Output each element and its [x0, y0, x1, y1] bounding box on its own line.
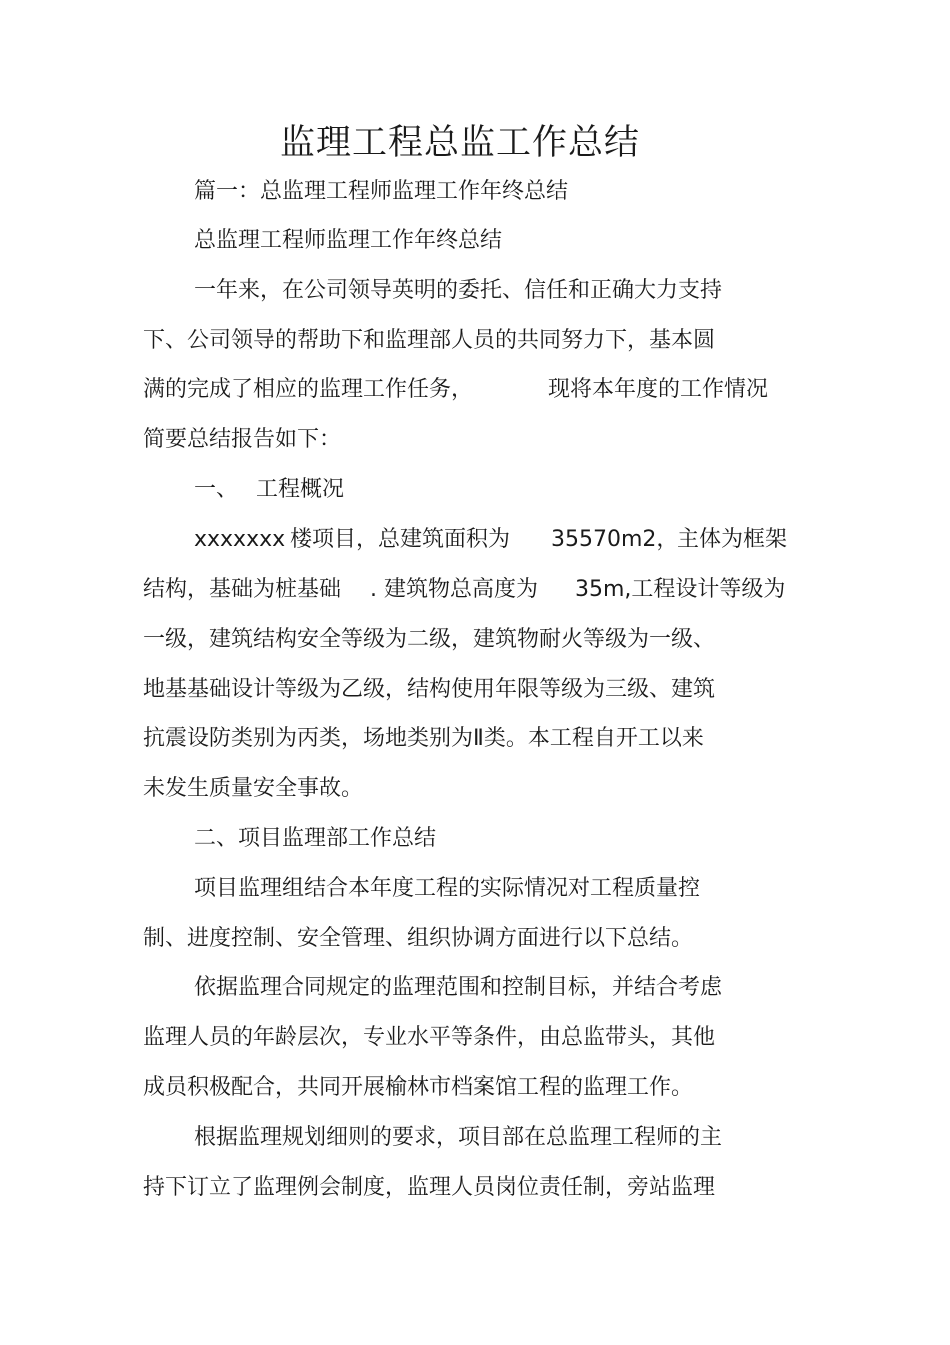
heading-line: 总监理工程师监理工作年终总结	[194, 228, 503, 253]
section-heading	[194, 474, 494, 506]
section-title: 工程概况	[256, 477, 345, 502]
paragraph-line: 地基基础设计等级为乙级，结构使用年限等级为三级、建筑	[143, 677, 716, 702]
paragraph-line: 依据监理合同规定的监理范围和控制目标，并结合考虑	[194, 975, 723, 1000]
text-segment: 现将本年度的工作情况	[548, 377, 769, 402]
text-segment: xxxxxxx	[194, 527, 286, 552]
paragraph-line: 项目监理组结合本年度工程的实际情况对工程质量控	[194, 876, 701, 901]
text-segment: 主体为框架	[677, 527, 788, 552]
paragraph-line: 下、公司领导的帮助下和监理部人员的共同努力下，基本圆	[143, 328, 716, 353]
paragraph-line: 持下订立了监理例会制度，监理人员岗位责任制，旁站监理	[143, 1175, 716, 1200]
paragraph-line: 监理人员的年龄层次，专业水平等条件，由总监带头，其他	[143, 1025, 716, 1050]
paragraph-line: 抗震设防类别为丙类，场地类别为Ⅱ类。本工程自开工以来	[143, 726, 704, 751]
paragraph-line: 一年来，在公司领导英明的委托、信任和正确大力支持	[194, 278, 723, 303]
paragraph-line	[143, 574, 803, 606]
paragraph-line: 一级，建筑结构安全等级为二级，建筑物耐火等级为一级、	[143, 627, 716, 652]
document-title: 监理工程总监工作总结	[279, 123, 640, 163]
paragraph-line: 根据监理规划细则的要求，项目部在总监理工程师的主	[194, 1125, 723, 1150]
text-segment: . 建筑物总高度为	[370, 577, 538, 602]
subtitle-line: 篇一：总监理工程师监理工作年终总结	[194, 179, 569, 204]
paragraph-line: 成员积极配合，共同开展榆林市档案馆工程的监理工作。	[143, 1075, 694, 1100]
paragraph-line	[194, 524, 804, 556]
paragraph-line: 简要总结报告如下：	[143, 427, 342, 452]
text-segment: 35570m2，	[551, 527, 679, 552]
text-segment: 结构，基础为桩基础	[143, 577, 342, 602]
paragraph-line	[143, 374, 803, 406]
text-segment: 35m,工程设计等级为	[575, 577, 786, 602]
paragraph-line: 未发生质量安全事故。	[143, 776, 364, 801]
section-number: 一、	[194, 477, 239, 502]
text-segment: 满的完成了相应的监理工作任务，	[143, 377, 474, 402]
paragraph-line: 制、进度控制、安全管理、组织协调方面进行以下总结。	[143, 926, 694, 951]
text-segment: 楼项目，总建筑面积为	[290, 527, 511, 552]
section-heading: 二、项目监理部工作总结	[194, 826, 437, 851]
